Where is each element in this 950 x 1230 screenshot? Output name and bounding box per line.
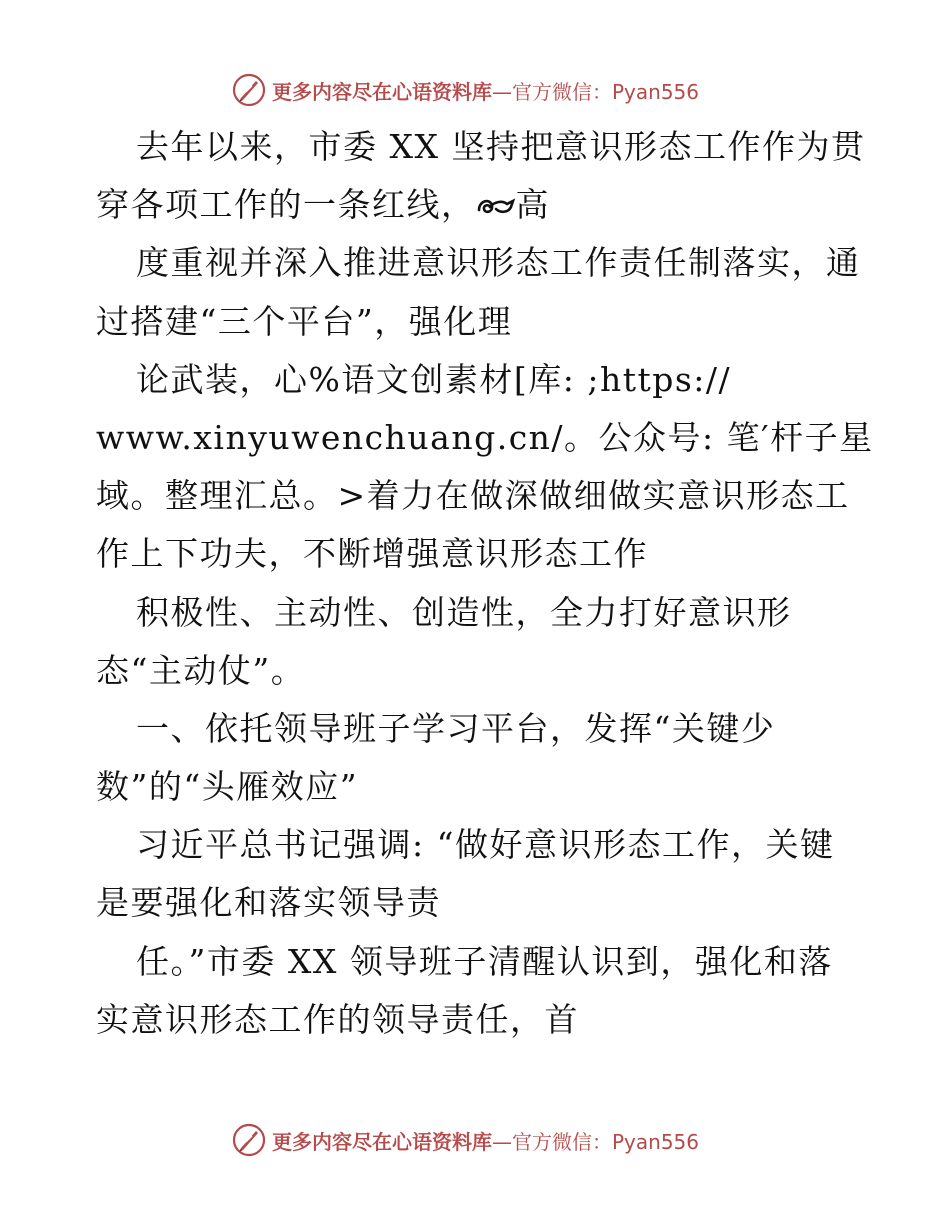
body-line: 论武装，心%语文创素材[库: ;https:// — [136, 359, 732, 399]
footer-watermark — [232, 1122, 699, 1158]
body-line-text: 高 — [515, 185, 550, 225]
document-body — [96, 118, 876, 1049]
body-line: 作上下功夫，不断增强意识形态工作 — [96, 534, 648, 574]
watermark-separator: — — [492, 1129, 512, 1154]
watermark-label: 官方微信： — [512, 79, 612, 104]
body-line: 度重视并深入推进意识形态工作责任制落实，通 — [136, 243, 861, 283]
watermark-brand: 更多内容尽在心语资料库 — [272, 1129, 492, 1154]
watermark-account: Pyan556 — [612, 1129, 700, 1154]
swirl-glyph-icon — [476, 192, 516, 220]
body-line: 习近平总书记强调: “做好意识形态工作，关键 — [136, 825, 835, 865]
body-line-with-glyph — [96, 176, 876, 234]
watermark-text — [272, 1126, 699, 1155]
section-heading-line: 数”的“头雁效应” — [96, 767, 359, 807]
watermark-account: Pyan556 — [612, 79, 700, 104]
watermark-label: 官方微信： — [512, 1129, 612, 1154]
body-line: 域。整理汇总。>着力在做深做细做实意识形态工 — [96, 476, 850, 516]
body-line: 过搭建“三个平台”，强化理 — [96, 301, 513, 341]
watermark-brand: 更多内容尽在心语资料库 — [272, 79, 492, 104]
body-line: 去年以来，市委 XX 坚持把意识形态工作作为贯 — [136, 127, 866, 166]
section-heading-line: 一、依托领导班子学习平台，发挥“关键少 — [136, 708, 776, 748]
quill-pen-logo-icon — [232, 1123, 266, 1157]
body-line: 积极性、主动性、创造性，全力打好意识形 — [136, 592, 792, 632]
body-line: 实意识形态工作的领导责任，首 — [96, 999, 579, 1039]
header-watermark — [232, 72, 699, 108]
watermark-text — [272, 76, 699, 105]
body-line: 态“主动仗”。 — [96, 650, 306, 690]
body-line: www.xinyuwenchuang.cn/。公众号: 笔′杆子星 — [96, 417, 874, 457]
body-line: 任。”市委 XX 领导班子清醒认识到，强化和落 — [136, 941, 833, 981]
body-line: 是要强化和落实领导责 — [96, 883, 441, 923]
watermark-separator: — — [492, 79, 512, 104]
quill-pen-logo-icon — [232, 73, 266, 107]
body-line-text: 穿各项工作的一条红线， — [96, 185, 476, 225]
